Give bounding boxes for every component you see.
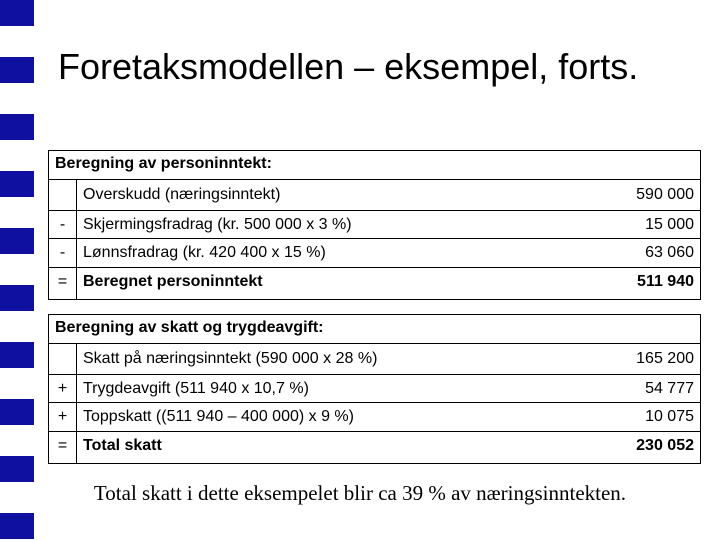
row-label: Overskudd (næringsinntekt) — [83, 186, 281, 203]
stripe-square — [0, 0, 34, 26]
table-row — [49, 181, 700, 209]
stripe-square — [0, 228, 34, 254]
table-row — [49, 403, 700, 431]
stripe-square — [0, 513, 34, 539]
row-value: 63 060 — [645, 244, 694, 261]
row-label: Trygdeavgift (511 940 x 10,7 %) — [83, 380, 309, 397]
stripe-square — [0, 171, 34, 197]
section-header: Beregning av personinntekt: — [55, 155, 272, 172]
table-row-total — [49, 268, 700, 296]
row-value: 10 075 — [645, 408, 694, 425]
row-label: Beregnet personinntekt — [83, 273, 263, 290]
stripe-square — [0, 456, 34, 482]
table-row — [49, 345, 700, 373]
personinntekt-box — [48, 150, 701, 300]
table-row — [49, 211, 700, 239]
table-row — [49, 375, 700, 403]
row-value: 54 777 — [645, 380, 694, 397]
stripe-square — [0, 342, 34, 368]
row-value: 165 200 — [636, 350, 694, 367]
stripe-square — [0, 285, 34, 311]
row-operator — [49, 181, 76, 209]
row-label: Skjermingsfradrag (kr. 500 000 x 3 %) — [83, 216, 352, 233]
row-operator: - — [59, 244, 66, 261]
row-label: Skatt på næringsinntekt (590 000 x 28 %) — [83, 350, 378, 367]
row-operator: + — [57, 380, 68, 397]
row-operator — [49, 345, 76, 373]
stripe-square — [0, 399, 34, 425]
row-label: Total skatt — [83, 437, 162, 454]
decorative-stripe — [0, 0, 36, 540]
table-row — [49, 239, 700, 267]
row-value: 590 000 — [636, 186, 694, 203]
slide-title: Foretaksmodellen – eksempel, forts. — [58, 46, 639, 87]
row-operator: = — [57, 273, 68, 290]
row-label: Lønnsfradrag (kr. 420 400 x 15 %) — [83, 244, 326, 261]
row-value: 511 940 — [637, 273, 694, 290]
row-operator: + — [57, 408, 68, 425]
section-header: Beregning av skatt og trygdeavgift: — [55, 319, 324, 336]
skatt-box — [48, 314, 701, 464]
summary-text: Total skatt i dette eksempelet blir ca 39 % av næringsinntekten. — [93, 481, 627, 505]
row-label: Toppskatt ((511 940 – 400 000) x 9 %) — [83, 408, 354, 425]
row-value: 15 000 — [645, 216, 694, 233]
stripe-square — [0, 57, 34, 83]
table-row-total — [49, 432, 700, 460]
row-value: 230 052 — [636, 437, 694, 454]
stripe-square — [0, 114, 34, 140]
row-operator: - — [59, 216, 66, 233]
row-operator: = — [57, 437, 68, 454]
